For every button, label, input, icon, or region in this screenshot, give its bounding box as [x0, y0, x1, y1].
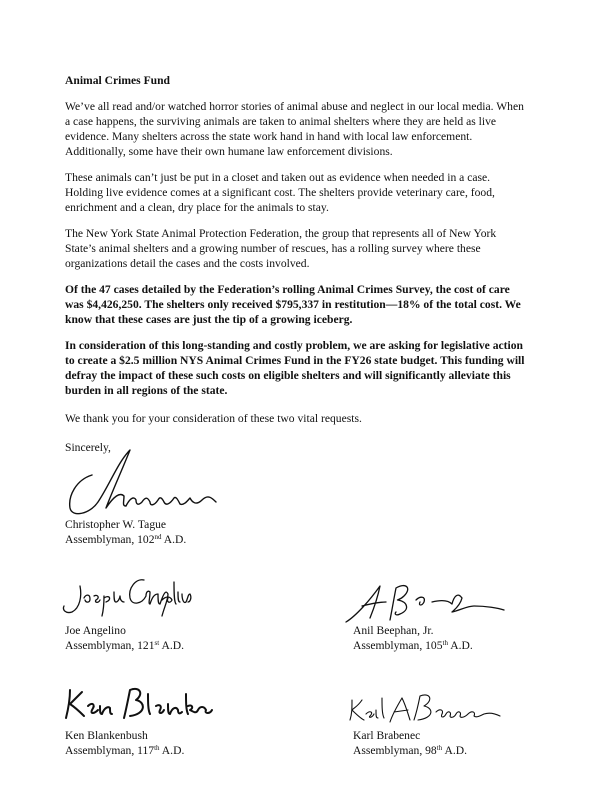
signer-title: Assemblyman, 102nd A.D. — [65, 533, 187, 546]
signer-title: Assemblyman, 105th A.D. — [353, 639, 473, 652]
paragraph-5-line: to create a $2.5 million NYS Animal Crimes Fund in the FY26 state budget. This funding will — [65, 354, 525, 367]
signer-title: Assemblyman, 121st A.D. — [65, 639, 185, 652]
signer-name: Anil Beephan, Jr. — [353, 624, 434, 637]
paragraph-5-line: defray the impact of these such costs on eligible shelters and will significantly alleviate this — [65, 369, 511, 382]
signature-beephan — [340, 578, 510, 628]
signer-name: Joe Angelino — [65, 624, 126, 637]
paragraph-4-line: was $4,426,250. The shelters only received $795,337 in restitution—18% of the total cost. We — [65, 298, 521, 311]
signer-name: Christopher W. Tague — [65, 518, 167, 531]
signer-title: Assemblyman, 117th A.D. — [65, 744, 185, 757]
document-title: Animal Crimes Fund — [65, 74, 170, 87]
paragraph-1-line: We’ve all read and/or watched horror stories of animal abuse and neglect in our local media. When — [65, 100, 524, 113]
paragraph-1-line: a case happens, the surviving animals are taken to animal shelters where they are held as live — [65, 115, 497, 128]
paragraph-2-line: These animals can’t just be put in a closet and taken out as evidence when needed in a case. — [65, 171, 491, 184]
signer-title: Assemblyman, 98th A.D. — [353, 744, 467, 757]
signature-brabenec — [346, 690, 506, 726]
paragraph-2-line: enrichment and a clean, dry place for the animals to stay. — [65, 201, 329, 214]
paragraph-1-line: evidence. Many shelters across the state work hand in hand with local law enforcement. — [65, 130, 473, 143]
paragraph-4-line: Of the 47 cases detailed by the Federation’s rolling Animal Crimes Survey, the cost of care — [65, 283, 510, 296]
thanks-line: We thank you for your consideration of these two vital requests. — [65, 412, 362, 425]
paragraph-1-line: Additionally, some have their own humane law enforcement divisions. — [65, 145, 393, 158]
paragraph-3-line: State’s animal shelters and a growing number of rescues, has a rolling survey where these — [65, 242, 481, 255]
paragraph-2-line: Holding live evidence comes at a significant cost. The shelters provide veterinary care, food, — [65, 186, 495, 199]
signer-name: Karl Brabenec — [353, 729, 421, 742]
paragraph-3-line: The New York State Animal Protection Federation, the group that represents all of New York — [65, 227, 497, 240]
paragraph-3-line: organizations detail the cases and the costs involved. — [65, 257, 310, 270]
paragraph-5-line: burden in all regions of the state. — [65, 384, 228, 397]
paragraph-5-line: In consideration of this long-standing and costly problem, we are asking for legislative action — [65, 339, 523, 352]
closing: Sincerely, — [65, 441, 111, 454]
signature-tague — [62, 440, 232, 525]
signer-name: Ken Blankenbush — [65, 729, 148, 742]
signature-blankenbush — [60, 684, 220, 724]
signature-angelino — [58, 572, 198, 622]
paragraph-4-line: know that these cases are just the tip of a growing iceberg. — [65, 313, 353, 326]
